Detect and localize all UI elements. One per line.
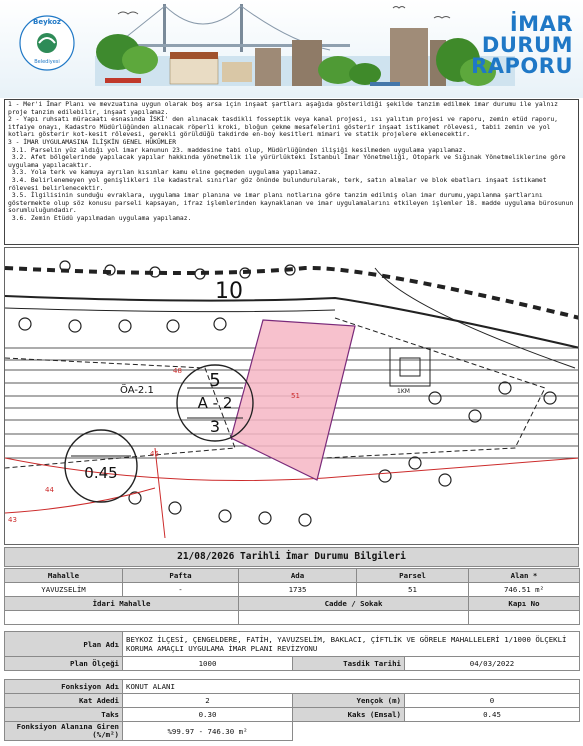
plan-adi-label: Plan Adı [5,632,123,657]
plan-adi-value: BEYKOZ İLÇESİ, ÇENGELDERE, FATİH, YAVUZSELİM, BAKLACI, ÇİFTLİK VE GÖRELE MAHALLELERİ 1/1000 ÖLÇEKLİ KORUMA AMAÇLI UYGULAMA İMAR PLANI REVİZYONU [123,632,580,657]
condition-3-4: 3.4. Belirlenemeyen yol genişlikleri ile kadastral sınırlar göz önünde bulundurularak, terk, satın almalar ve blok ebatları inşaat istikamet rölevesi belirlenecektir. [8,176,551,192]
report-title-line-2: DURUM [481,33,573,57]
tasdik-value: 04/03/2022 [405,657,580,671]
plan-olcegi-value: 1000 [123,657,293,671]
function-table [4,679,580,741]
idari-mahalle-header: İdari Mahalle [5,597,239,611]
cadde-value [239,611,469,625]
parsel-header: Parsel [357,569,469,583]
parcel-table [4,568,580,625]
giren-label: Fonksiyon Alanına Giren (%/m²) [5,722,123,741]
plan-table [4,631,580,671]
kat-label: Kat Adedi [5,694,123,708]
yencok-value: 0 [405,694,580,708]
zone-label: ÖA-2.1 [120,385,154,396]
parcel-51-shape [231,320,355,480]
road-width-label: 10 [215,279,243,304]
plan-code-mid: A - 2 [197,394,233,412]
parcel-43-label: 43 [8,516,17,524]
logo-subtext: Belediyesi [34,59,60,65]
plan-code-top: 5 [209,370,221,391]
condition-3: 3 - İMAR UYGULAMASINA İLİŞKİN GENEL HÜKÜMLER [8,138,177,146]
mahalle-value: YAVUZSELİM [5,583,123,597]
conditions-text [4,99,579,245]
kaks-value: 0.45 [405,708,580,722]
ada-header: Ada [239,569,357,583]
fonksiyon-label: Fonksiyon Adı [5,680,123,694]
kapi-header: Kapı No [469,597,580,611]
map-drawing [5,248,579,545]
pafta-value: - [123,583,239,597]
taks-value: 0.30 [123,708,293,722]
parcel-45-label: 45 [150,450,159,458]
report-title-line-1: İMAR [509,12,573,36]
tasdik-label: Tasdik Tarihi [293,657,405,671]
mahalle-header: Mahalle [5,569,123,583]
pafta-header: Pafta [123,569,239,583]
kat-value: 2 [123,694,293,708]
condition-3-3: 3.3. Yola terk ve kamuya ayrılan kısımlar kamu eline geçmeden uygulama yapılamaz. [8,169,322,177]
condition-3-6: 3.6. Zemin Etüdü yapılmadan uygulama yapılamaz. [8,214,192,222]
idari-mahalle-value [5,611,239,625]
alan-value: 746.51 m² [469,583,580,597]
condition-3-5: 3.5. İlgilisinin sunduğu evraklara, uygulama imar planına ve imar planı notlarına göre tanzim edilmiş olan imar durumu,yapılanma şartlarını göstermekte olup söz konusu parseli kapsayan, ifraz işlemlerinden kaynaklanan ve imar uygulamalarını etkileyen işlemler 18. madde uygulama bürosunun sorumluluğundadır. [8,192,578,215]
plan-code-bottom: 3 [209,417,221,436]
kaks-label: Kaks (Emsal) [293,708,405,722]
taks-label: Taks [5,708,123,722]
header-banner [0,0,583,98]
condition-3-2: 3.2. Afet bölgelerinde yapılacak yapılar hakkında yönetmelik ile yürürlükteki İstanbul İmar Yönetmeliği, Otopark ve Sığınak Yönetmeliklerine göre uygulama yapılacaktır. [8,154,570,169]
alan-header: Alan * [469,569,580,583]
condition-1: 1 - Mer'i İmar Planı ve mevzuatına uygun olarak boş arsa için inşaat şartları aşağıda gösterildiği şekilde tanzim edilmek imar durumu ile yalnız proje tanzim edilebilir, inşaat yapılamaz. [8,101,562,116]
empty-cell [293,722,580,741]
parcel-48-label: 48 [173,367,182,375]
logo-text: Beykoz [33,18,61,26]
cadde-header: Cadde / Sokak [239,597,469,611]
giren-value: %99.97 - 746.30 m² [123,722,293,741]
plan-olcegi-label: Plan Ölçeği [5,657,123,671]
yencok-label: Yençok (m) [293,694,405,708]
municipality-logo [18,14,76,72]
kapi-value [469,611,580,625]
ada-value: 1735 [239,583,357,597]
building-outline [390,348,430,386]
parcel-map[interactable] [4,247,579,545]
condition-2: 2 - Yapı ruhsatı müracaatı esnasında İSKİ' den alınacak tasdikli fosseptik veya kanal projesi, ısı yalıtım projesi ve raporu, zemin etüd raporu, itfaiye onayı, Kadastro Müdürlüğünden alınacak röperli kroki, bloğun çekme mesafelerini gösterir inşaat istikamet rölevesi, tabii zemin ve yol kotları gösterir kot-kesit rölevesi, gerekli görüldüğü takdirde en-boy kesitleri mimari ve statik projelere eklenecektir. [8,116,562,139]
parcel-44-label: 44 [45,486,54,494]
parcel-51-label: 51 [291,392,300,400]
info-heading: 21/08/2026 Tarihli İmar Durumu Bilgileri [4,547,579,567]
building-label: 1KM [397,388,410,395]
condition-3-1: 3.1. Parselin yüz aldığı yol imar kanunun 23. maddesine tabi olup, Müdürlüğünden ilişiği kesilmeden uygulama yapılamaz. [8,146,467,154]
fonksiyon-value: KONUT ALANI [123,680,580,694]
parsel-value: 51 [357,583,469,597]
report-title-line-3: RAPORU [471,54,573,78]
emsal-value: 0.45 [84,464,118,482]
